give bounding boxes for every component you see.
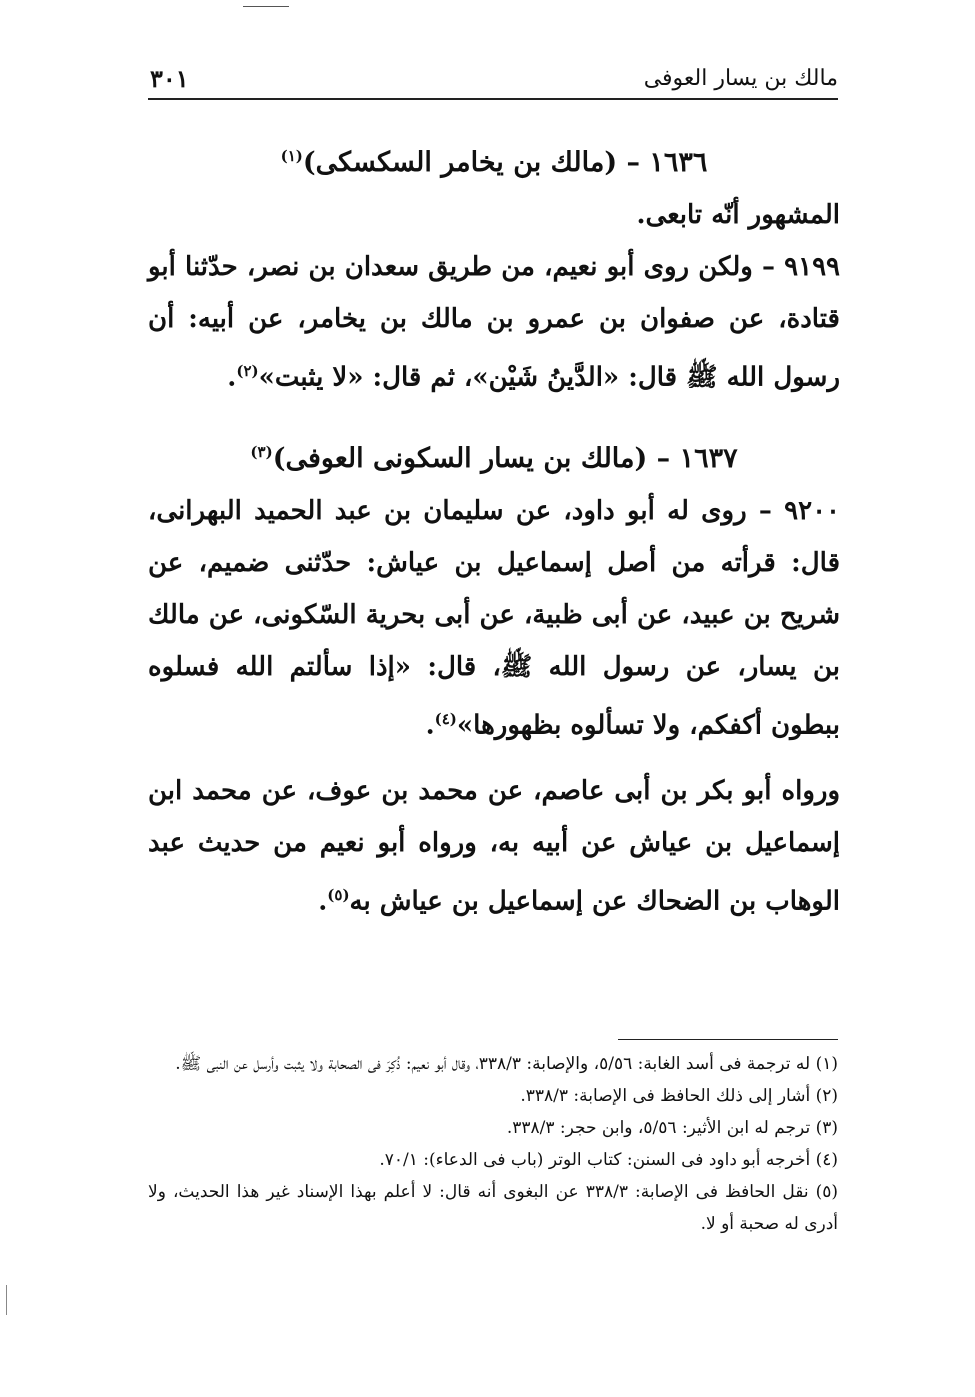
main-text	[148, 130, 840, 928]
footnote-5: (٥) نقل الحافظ فى الإصابة: ٣٣٨/٣ عن البغوى أنه قال: لا أعلم بهذا الإسناد غير هذا الحديث، ولا أدرى له صحبة أو لا.	[148, 1182, 838, 1234]
hadith-9199-text: ٩١٩٩ – ولكن روى أبو نعيم، من طريق سعدان بن نصر، حدّثنا أبو قتادة، عن صفوان بن عمرو بن مالك بن يخامر، عن أبيه: أن رسول الله ﷺ قال: «الدَّينُ شَيْن»، ثم قال: «لا يثبت»	[148, 252, 840, 393]
footnote-ref-3: (٣)	[250, 442, 273, 461]
footnote-ref-5: (٥)	[327, 886, 350, 905]
header-rule	[148, 98, 838, 100]
entry-1636-line: المشهور أنّه تابعى.	[636, 200, 840, 230]
footnote-2: (٢) أشار إلى ذلك الحافظ فى الإصابة: ٣٣٨/٣.	[520, 1086, 838, 1106]
running-title: مالك بن يسار العوفى	[643, 65, 838, 91]
footnote-separator	[618, 1039, 838, 1040]
entry-title-1637-text: ١٦٣٧ – (مالك بن يسار السكونى العوفى)	[272, 442, 738, 474]
footnote-3: (٣) ترجم له ابن الأثير: ٥/٥٦، وابن حجر: ٣٣٨/٣.	[506, 1118, 838, 1138]
hadith-9200-text: ٩٢٠٠ – روى له أبو داود، عن سليمان بن عبد الحميد البهرانى، قال: قرأته من أصل إسماعيل بن عياش: حدّثنى ضميم، عن شريح بن عبيد، عن أبى ظبية، عن أبى بحرية السّكونى، عن مالك بن يسار، عن رسول الله ﷺ، قال: «إذا سألتم الله فسلوه ببطون أكفكم، ولا تسألوه بظهورها»	[148, 495, 840, 741]
footnote-1: (١) له ترجمة فى أسد الغابة: ٥/٥٦، والإصابة: ٣٣٨/٣، وقال أبو نعيم: ذُكِرَ فى الصحابة ولا يثبت وأرسل عن النبى ﷺ.	[175, 1054, 838, 1074]
top-margin-mark	[243, 6, 289, 7]
page-number: ٣٠١	[150, 63, 189, 93]
margin-tick	[6, 1285, 7, 1315]
hadith-9200: ٩٢٠٠ – روى له أبو داود، عن سليمان بن عبد الحميد البهرانى، قال: قرأته من أصل إسماعيل بن عياش: حدّثنى ضميم، عن شريح بن عبيد، عن أبى ظبية، عن أبى بحرية السّكونى، عن مالك بن يسار، عن رسول الله ﷺ، قال: «إذا سألتم الله فسلوه ببطون أكفكم، ولا تسألوه بظهورها»$^{(٤)}$.	[148, 495, 840, 741]
footnote-4: (٤) أخرجه أبو داود فى السنن: كتاب الوتر (باب فى الدعاء): ٧٠/١.	[379, 1150, 838, 1170]
footnotes	[148, 1048, 838, 1240]
entry-title-1637	[148, 426, 840, 485]
entry-title-1636	[148, 130, 840, 189]
riwayah-paragraph: ورواه أبو بكر بن أبى عاصم، عن محمد بن عوف، عن محمد ابن إسماعيل بن عياش عن أبيه به، ورواه أبو نعيم من حديث عبد الوهاب بن الضحاك عن إسماعيل بن عياش به$^{(٥)}$.	[148, 776, 840, 917]
hadith-9199: ٩١٩٩ – ولكن روى أبو نعيم، من طريق سعدان بن نصر، حدّثنا أبو قتادة، عن صفوان بن عمرو بن مالك بن يخامر، عن أبيه: أن رسول الله ﷺ قال: «الدَّينُ شَيْن»، ثم قال: «لا يثبت»$^{(٢)}$.	[148, 252, 840, 393]
entry-title-1636-text: ١٦٣٦ – (مالك بن يخامر السكسكى)	[302, 147, 708, 178]
running-header	[148, 58, 838, 98]
footnote-ref-1: (١)	[280, 147, 303, 165]
riwayah-paragraph-text: ورواه أبو بكر بن أبى عاصم، عن محمد بن عوف، عن محمد ابن إسماعيل بن عياش عن أبيه به، ورواه أبو نعيم من حديث عبد الوهاب بن الضحاك عن إسماعيل بن عياش به	[148, 776, 840, 917]
footnote-ref-2: (٢)	[236, 362, 259, 380]
footnote-ref-4: (٤)	[434, 709, 457, 728]
